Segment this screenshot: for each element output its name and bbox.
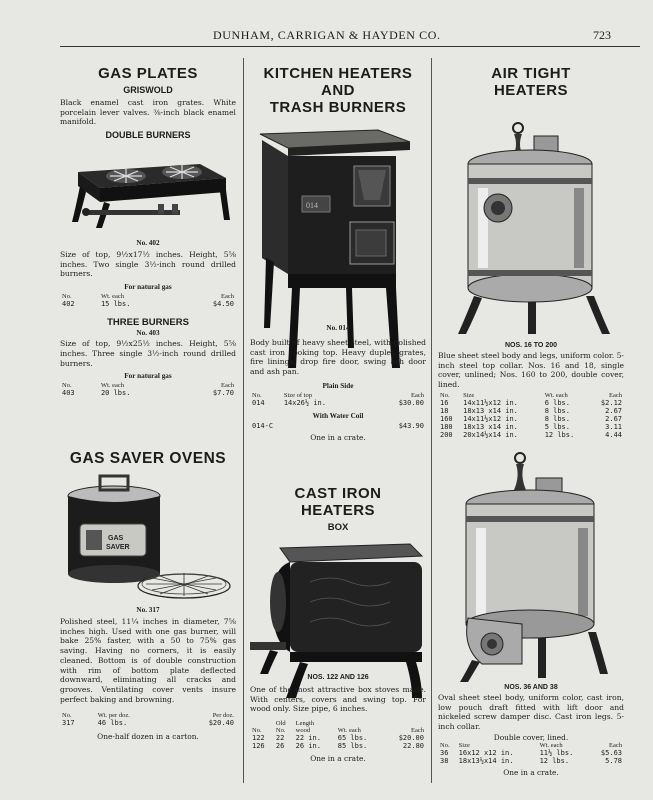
col-header: wood bbox=[295, 727, 311, 735]
cell-price: $20.00 bbox=[398, 734, 424, 743]
col-header: No. bbox=[275, 727, 286, 735]
col-header: Each bbox=[411, 391, 424, 399]
kitchen-heaters-title-3: TRASH BURNERS bbox=[269, 98, 407, 116]
cell-price: 2.67 bbox=[605, 414, 622, 423]
cast-iron-description: One of the most attractive box stoves made. With centers, covers and swing top. For wood only. Size pipe, 6 inches. bbox=[250, 685, 426, 714]
col-header: Wt. each bbox=[544, 391, 568, 399]
table-row bbox=[60, 300, 236, 308]
double-cover-lined-label: Double cover, lined. bbox=[493, 732, 569, 742]
cell-weight: 85 lbs. bbox=[337, 742, 368, 751]
no-403-description: Size of top, 9½x25½ inches. Height, 5⅝ inches. Three single 3½-inch round drilled burners. bbox=[60, 339, 236, 368]
no-014-caption: No. 014 bbox=[326, 324, 350, 332]
cell-price: 5.78 bbox=[605, 756, 622, 765]
cell-weight: 8 lbs. bbox=[544, 406, 570, 415]
cell-number: 402 bbox=[62, 300, 75, 309]
col-header: Wt. each bbox=[100, 293, 125, 301]
no-403-price-table bbox=[60, 382, 236, 397]
cell-size: 18x13 x14 in. bbox=[463, 406, 518, 415]
natural-gas-label: For natural gas bbox=[124, 283, 172, 292]
cast-iron-crate-note: One in a crate. bbox=[310, 754, 366, 764]
cell-number: 160 bbox=[440, 414, 453, 423]
no-403-caption: No. 403 bbox=[136, 329, 160, 338]
col-header: No. bbox=[440, 391, 450, 399]
page-number: 723 bbox=[593, 28, 611, 42]
no-402-price-table bbox=[60, 293, 236, 308]
table-row bbox=[438, 749, 624, 757]
air-tight-heater-illustration bbox=[438, 108, 624, 340]
cell-size: 20x14½x14 in. bbox=[463, 430, 518, 439]
col-header bbox=[336, 720, 384, 727]
cell-old-number: 26 bbox=[275, 742, 285, 751]
cell-size: 14x11½x12 in. bbox=[463, 398, 518, 407]
cast-iron-title-1: CAST IRON bbox=[294, 485, 382, 502]
col-header: Each bbox=[609, 741, 622, 749]
gas-saver-description: Polished steel, 11¼ inches in diameter, 7⅝ inches high. Used with one gas burner, will bake 25% faster, with a 50 to 75% gas saving. Having no corners, it is easily cleaned. Bottom is of double construction with rim of bottom plate deflected downward, eliminating all cracks and grooves. Ventilating cover vents insure perfect baking and browning. bbox=[60, 617, 236, 704]
no-402-caption: No. 402 bbox=[136, 239, 160, 247]
cell-number: 403 bbox=[62, 389, 75, 398]
cell-length: 22 in. bbox=[295, 734, 321, 743]
nos-16-200-caption: NOS. 16 TO 200 bbox=[504, 342, 557, 349]
cell-size: 14x11½x12 in. bbox=[463, 414, 518, 423]
cell-weight: 12 lbs. bbox=[544, 430, 575, 439]
cell-old-number: 22 bbox=[275, 734, 285, 743]
svg-text:SAVER: SAVER bbox=[106, 544, 130, 551]
col-header: No. bbox=[62, 293, 72, 301]
no-402-description: Size of top, 9½x17½ inches. Height, 5⅝ inches. Two single 3½-inch round drilled burners. bbox=[60, 250, 236, 279]
air-tight-crate-note: One in a crate. bbox=[503, 767, 559, 777]
table-row bbox=[438, 423, 624, 431]
air-tight-description-2: Oval sheet steel body, uniform color, cast iron, low pouch draft fitted with lift door and nickeled screw damper disc. Cast iron legs. 5-inch collar. bbox=[438, 693, 624, 732]
table-row bbox=[250, 422, 426, 430]
table-row bbox=[438, 407, 624, 415]
cell-size: 18x13½x14 in. bbox=[458, 756, 514, 765]
col-header: Wt. per doz. bbox=[97, 712, 130, 720]
cell-weight: 8 lbs. bbox=[544, 414, 570, 423]
col-header: Size bbox=[463, 391, 475, 399]
col-header: No. bbox=[62, 382, 72, 390]
col-header bbox=[384, 720, 426, 727]
kitchen-heater-description: Body built of heavy sheet steel, with polished cast iron cooking top. Heavy duplex grates, fire linings, drop fire door, swing ash door and ash pan. bbox=[250, 338, 426, 377]
col-header: Old bbox=[275, 720, 286, 728]
column-divider-left bbox=[243, 58, 244, 783]
col-header: Wt. each bbox=[539, 741, 563, 749]
col-header: Each bbox=[609, 391, 622, 399]
table-row bbox=[60, 389, 236, 397]
svg-text:GAS: GAS bbox=[108, 535, 124, 542]
col-header: Per doz. bbox=[212, 712, 234, 720]
double-burner-plate-illustration bbox=[60, 158, 236, 238]
cell-price: $5.63 bbox=[600, 748, 622, 757]
cell-size: 16x12 x12 in. bbox=[458, 748, 514, 757]
cell-number: 014 bbox=[252, 398, 265, 407]
gas-plates-title: GAS PLATES bbox=[98, 65, 198, 82]
cell-price: $4.50 bbox=[212, 300, 234, 309]
natural-gas-label-2: For natural gas bbox=[124, 372, 172, 381]
col-header bbox=[250, 720, 274, 727]
cell-size: 18x13 x14 in. bbox=[463, 422, 518, 431]
cell-weight: 20 lbs. bbox=[100, 389, 131, 398]
kitchen-heater-crate-note: One in a crate. bbox=[310, 432, 366, 442]
kitchen-heater-price-table bbox=[250, 392, 426, 407]
col-header: Length bbox=[295, 720, 315, 728]
water-coil-label: With Water Coil bbox=[312, 411, 364, 420]
table-row bbox=[250, 734, 426, 742]
cell-number: 200 bbox=[440, 430, 453, 439]
table-row bbox=[438, 431, 624, 439]
plain-side-label: Plain Side bbox=[322, 381, 354, 390]
cell-weight: 12 lbs. bbox=[539, 756, 570, 765]
table-row bbox=[438, 757, 624, 765]
cell-number: 36 bbox=[440, 748, 449, 757]
cast-iron-subtitle: BOX bbox=[327, 521, 349, 533]
cell-price: $30.00 bbox=[398, 398, 424, 407]
cell-number: 18 bbox=[440, 406, 449, 415]
cell-size bbox=[326, 422, 338, 430]
kitchen-heaters-title-1: KITCHEN HEATERS bbox=[263, 65, 413, 82]
cell-weight: 11½ lbs. bbox=[539, 748, 574, 757]
gas-saver-title: GAS SAVER OVENS bbox=[69, 450, 227, 467]
cell-weight: 6 lbs. bbox=[544, 398, 570, 407]
air-tight-description-1: Blue sheet steel body and legs, uniform color. 5-inch steel top collar. Nos. 16 and 18, single cover, unlined; Nos. 160 to 200, double cover, lined. bbox=[438, 351, 624, 390]
gas-saver-price-table bbox=[60, 712, 236, 727]
header-rule bbox=[60, 46, 640, 47]
col-header: No. bbox=[252, 727, 262, 735]
cell-number: 014-C bbox=[252, 421, 274, 430]
cell-price: $2.12 bbox=[600, 398, 622, 407]
cell-price: $7.70 bbox=[212, 389, 234, 398]
table-row bbox=[438, 415, 624, 423]
cell-size: 14x26½ in. bbox=[283, 398, 326, 407]
nos-36-38-caption: NOS. 36 AND 38 bbox=[504, 684, 558, 691]
col-header: Each bbox=[221, 382, 234, 390]
kitchen-heaters-title-2: AND bbox=[321, 81, 355, 99]
oval-heater-illustration bbox=[438, 450, 624, 684]
air-tight-title-2: HEATERS bbox=[493, 81, 569, 99]
cell-weight: 65 lbs. bbox=[337, 734, 368, 743]
svg-text:014: 014 bbox=[306, 201, 318, 210]
col-header: Size of top bbox=[283, 391, 312, 399]
cast-iron-price-table bbox=[250, 720, 426, 750]
cell-weight: 15 lbs. bbox=[100, 300, 131, 309]
gas-saver-carton-note: One-half dozen in a carton. bbox=[97, 732, 199, 742]
table-row bbox=[250, 399, 426, 407]
air-tight-price-table-2 bbox=[438, 742, 624, 765]
cell-price: $43.90 bbox=[398, 421, 424, 430]
cell-weight: 46 lbs. bbox=[97, 719, 128, 728]
table-row bbox=[60, 719, 236, 727]
col-header: Wt. each bbox=[100, 382, 125, 390]
cell-length: 26 in. bbox=[295, 742, 321, 751]
double-burners-title: DOUBLE BURNERS bbox=[105, 129, 191, 140]
cell-price: 22.80 bbox=[402, 742, 424, 751]
air-tight-price-table-1 bbox=[438, 392, 624, 439]
nos-122-126-caption: NOS. 122 AND 126 bbox=[307, 674, 369, 681]
col-header: No. bbox=[252, 391, 262, 399]
cell-price: 4.44 bbox=[605, 430, 622, 439]
cell-number: 317 bbox=[62, 719, 75, 728]
gas-saver-oven-illustration bbox=[60, 474, 236, 604]
gas-plates-brand: GRISWOLD bbox=[123, 84, 173, 95]
col-header: Wt. each bbox=[337, 727, 361, 735]
cell-price: 2.67 bbox=[605, 406, 622, 415]
cell-price: 3.11 bbox=[605, 422, 622, 431]
cell-number: 122 bbox=[252, 734, 265, 743]
cell-weight: 5 lbs. bbox=[544, 422, 570, 431]
col-header: Each bbox=[411, 727, 424, 735]
col-header: No. bbox=[62, 712, 72, 720]
three-burners-title: THREE BURNERS bbox=[107, 317, 189, 329]
table-row bbox=[438, 399, 624, 407]
cell-number: 16 bbox=[440, 398, 449, 407]
table-row bbox=[250, 742, 426, 750]
col-header: No. bbox=[440, 741, 450, 749]
column-divider-right bbox=[431, 58, 432, 783]
water-coil-price-table bbox=[250, 422, 426, 430]
company-header: DUNHAM, CARRIGAN & HAYDEN CO. bbox=[213, 28, 441, 42]
no-317-caption: No. 317 bbox=[136, 606, 160, 614]
col-header: Each bbox=[221, 293, 234, 301]
cell-number: 38 bbox=[440, 756, 449, 765]
cast-iron-title-2: HEATERS bbox=[300, 501, 376, 519]
air-tight-title-1: AIR TIGHT bbox=[491, 65, 571, 82]
col-header: Size bbox=[458, 741, 470, 749]
cell-number: 180 bbox=[440, 422, 453, 431]
gas-plates-description: Black enamel cast iron grates. White porcelain lever valves. ⅜-inch black enamel manifold. bbox=[60, 97, 236, 127]
cell-price: $20.40 bbox=[208, 719, 234, 728]
cell-number: 126 bbox=[252, 742, 265, 751]
